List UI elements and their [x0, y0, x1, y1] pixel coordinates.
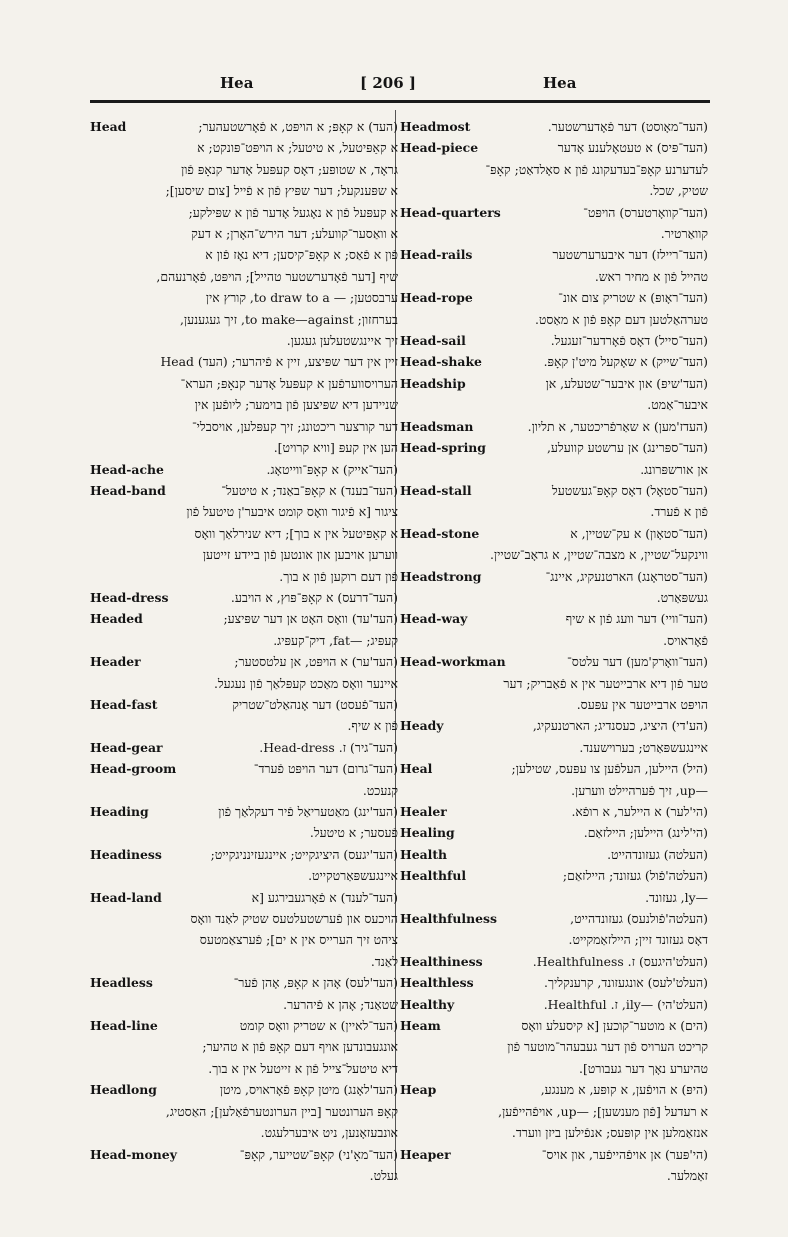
definition-line: שטיק, שכל. [649, 183, 708, 199]
pronunciation-definition: (העד־פֿעסט) דער אָנהאַלט־שטריק [232, 696, 398, 712]
headword: Headship [400, 375, 466, 391]
pronunciation-definition: (העד־ראָופּ) א שטריק צום אונ־ [558, 290, 708, 306]
headword: Head-stone [400, 525, 480, 541]
dictionary-entry [400, 244, 708, 287]
pronunciation-definition: (הי'לער) א היילער, א רופֿא. [571, 804, 708, 819]
pronunciation-definition: (הי'לינג) היילען; היילזאַם. [583, 825, 708, 841]
definition-line: קריכט הערויס פֿון דער געבעהר־מוטער פֿון [507, 1039, 708, 1055]
pronunciation-definition: (העד'שיפּ) און איבער־שטעלע, אן [545, 375, 708, 391]
headword: Head [90, 119, 127, 134]
dictionary-entry [400, 416, 708, 437]
entry-headline [90, 758, 398, 779]
dictionary-entry [400, 801, 708, 822]
headword: Headless [90, 975, 153, 991]
headword: Health [400, 846, 448, 862]
dictionary-entry [90, 694, 398, 737]
entry-headline [400, 715, 708, 736]
pronunciation-definition: (העלטה'פֿול) געזונד; היילזאַם; [562, 868, 708, 884]
definition-line: ערבסטען; — to draw to a, קורץ אין [205, 290, 398, 306]
dictionary-entry [400, 523, 708, 566]
pronunciation-definition: (העד־בענד) א קאָפּ־באַנד; א טיטעל־ [221, 482, 398, 498]
headword: Healthiness [400, 953, 483, 969]
pronunciation-definition: (העד־סטראָנג) הארטנעקיג, איינג־ [545, 568, 708, 584]
dictionary-entry [400, 822, 708, 843]
pronunciation-definition: (העד־פּיס) א טעטאָלענע אָדער [557, 140, 708, 156]
dictionary-entry [400, 330, 708, 351]
pronunciation-definition: (העד־שייק) א שאָקעל מיט'ן קאָפּ. [543, 354, 708, 370]
headword: Head-piece [400, 140, 479, 156]
dictionary-entry [90, 459, 398, 480]
pronunciation-definition: (העד־מאָוסט) דער פֿאָדערשטער. [547, 119, 708, 134]
dictionary-entry [90, 737, 398, 758]
headword: Heady [400, 718, 444, 734]
dictionary-entry [400, 480, 708, 523]
headword: Head-stall [400, 482, 472, 498]
headword: Head-workman [400, 654, 506, 670]
definition-line: הויכעס און פֿערשטעלטעס שטיק לאַנד וואָס [190, 911, 398, 927]
pronunciation-definition: (העד'לאָנג) מיטן קאָפּ פֿאָראויס, מיטן [219, 1082, 398, 1098]
definition-line: איינער וואָס מאַכט קעפּלאַך פֿון נעגעל. [213, 675, 398, 691]
entry-headline [90, 1079, 398, 1100]
definition-line: איינגעשפּאַרטקייט. [308, 868, 398, 884]
entry-headline [400, 994, 708, 1015]
headword: Head-sail [400, 333, 466, 349]
entry-headline [400, 844, 708, 865]
definition-line: זיין אין דער שפּיצע, זיין א פֿיהרער; (העד) Head [160, 354, 398, 370]
dictionary-entry [400, 1079, 708, 1143]
definition-line: טהיערע נאָך דער געבורט]. [579, 1060, 708, 1076]
pronunciation-definition: (העד־וויי) דער וועג פֿון א שיף [565, 611, 708, 627]
definition-line: טערהאַלטען דעם קאָפּ פֿון א מאַסט. [534, 311, 708, 327]
definition-line: הען אין קעפּ [וויא קרויט]. [273, 440, 398, 456]
pronunciation-definition: (העד־ריילז) דער איבערערשטער [552, 247, 708, 263]
entry-headline [90, 587, 398, 608]
dictionary-entry [400, 373, 708, 416]
entry-headline [90, 1144, 398, 1165]
entry-headline [400, 351, 708, 372]
entry-headline [90, 972, 398, 993]
headword: Healthy [400, 996, 455, 1012]
headword: Head-ache [90, 461, 164, 477]
headword: Head-gear [90, 739, 163, 755]
headword: Headed [90, 611, 143, 627]
definition-line: א קעפּעל פֿון א נאָגעל אָדער פֿון א שפּילקע; [188, 204, 398, 220]
headword: Head-rails [400, 247, 473, 263]
pronunciation-definition: (העד־גיר) ז. Head-dress. [259, 739, 398, 755]
definition-line: פֿון דעם רוקען פֿון א בוך. [279, 568, 398, 584]
definition-line: איינגעשפּאַרט; בערוישענד. [579, 739, 708, 755]
headword: Head-band [90, 482, 166, 498]
headword: Headlong [90, 1082, 157, 1098]
dictionary-entry [400, 972, 708, 993]
dictionary-entry [90, 116, 398, 351]
dictionary-entry [400, 994, 708, 1015]
headword: Head-way [400, 611, 468, 627]
definition-line: פֿאָראויס. [663, 632, 708, 648]
entry-headline [90, 480, 398, 501]
dictionary-entry [90, 480, 398, 587]
definition-line: א שפּענקעל; דער שפּיץ פֿון א פֿייל [צום שיסען]; [165, 183, 398, 199]
entry-headline [400, 566, 708, 587]
pronunciation-definition: (היפּ) א הויפֿען, א קופּע, א מענגע, [540, 1082, 708, 1098]
pronunciation-definition: (העלט'הי) —ily, ז. Healthful. [543, 996, 708, 1012]
dictionary-entry [400, 437, 708, 480]
definition-line: זיך איינגשטעלען געגען. [286, 333, 398, 349]
headword: Head-rope [400, 290, 473, 306]
dictionary-page [70, 70, 710, 1183]
dictionary-entry [90, 651, 398, 694]
entry-headline [90, 116, 398, 137]
dictionary-entry [90, 1144, 398, 1187]
dictionary-entry [400, 1144, 708, 1187]
definition-line: ציגור [א פֿיגור וואָס קומט איבער'ן טיטעל פֿון [186, 504, 398, 520]
definition-line: לעדערנע קאָפּ־בעדעקונג פֿון א סאָלדאַט; קאָפּ־ [485, 161, 708, 177]
entry-headline [400, 287, 708, 308]
pronunciation-definition: (הים) א מוטער־קוכען [א קיסעלע וואָס [521, 1018, 708, 1034]
right-column [400, 116, 708, 1186]
headword: Heap [400, 1082, 437, 1098]
dictionary-entry [400, 951, 708, 972]
definition-line: א וואַסער־קוועלע; דער הירש־האָרן; א דעק [191, 226, 398, 242]
definition-line: טער פֿון דיא ארבייטער אין א פֿאַבריק; דער [503, 675, 708, 691]
headword: Headmost [400, 119, 471, 134]
dictionary-entry [400, 116, 708, 137]
dictionary-entry [400, 351, 708, 372]
definition-line: הויפּט ארבייטער אין עפּעס. [576, 696, 708, 712]
definition-line: דאָס געזונד זיין; היילזאַמקייט. [568, 932, 708, 948]
entry-headline [400, 437, 708, 458]
definition-line: —ly, געזונד. [645, 889, 708, 905]
dictionary-entry [400, 651, 708, 715]
pronunciation-definition: (העד־גרום) דער הויפּט פֿערד־ [253, 761, 398, 777]
dictionary-entry [400, 908, 708, 951]
headword: Head-fast [90, 696, 158, 712]
dictionary-entry [90, 758, 398, 801]
definition-line: איבער־אַמט. [647, 397, 708, 413]
definition-line: אן אורשפּרונג. [640, 461, 708, 477]
entry-headline [400, 608, 708, 629]
definition-line: דער קורצער ריכטונג; זיך קעפּלען, אויסבלי־ [191, 418, 398, 434]
dictionary-entry [400, 1015, 708, 1079]
entry-headline [400, 202, 708, 223]
pronunciation-definition: (העלטה'פֿולנעס) געזונדהייט, [570, 911, 708, 927]
entry-headline [400, 865, 708, 886]
headword: Headsman [400, 418, 474, 434]
definition-line: זאַמלער. [666, 1167, 708, 1183]
dictionary-entry [400, 844, 708, 865]
pronunciation-definition: (העד־סטאָל) דאָס קאָפּ־געשטעל [551, 482, 708, 498]
headword: Head-land [90, 889, 162, 905]
entry-headline [400, 137, 708, 158]
entry-headline [90, 887, 398, 908]
definition-line: א קאַפּיטעל, א טיטעל; א הויפּט־פּונקט; א [197, 140, 398, 156]
entry-headline [90, 459, 398, 480]
definition-line: ווינקעל־שטיין, א מצבה־שטיין, א גראָב־שטיין. [490, 547, 708, 563]
dictionary-entry [400, 287, 708, 330]
definition-line: טהייל פֿון א מחיר ראש. [594, 268, 708, 284]
entry-headline [400, 801, 708, 822]
definition-line: שטאַנד; אָהן א פֿיהרער. [283, 996, 398, 1012]
entry-headline [400, 972, 708, 993]
entry-headline [400, 908, 708, 929]
entry-headline [400, 244, 708, 265]
definition-line: דיא טיטעל־צייל פֿון א זייטעל אין א בוך. [208, 1060, 398, 1076]
headword: Head-line [90, 1018, 158, 1034]
pronunciation-definition: (העד'ער) א הויפּט, אן עלטסטער; [234, 654, 398, 670]
definition-line: שניידען דיא שפּיצען פֿון בוימער; ליופֿען אין [194, 397, 398, 413]
definition-line: פֿון א פֿערד. [650, 504, 708, 520]
dictionary-entry [400, 566, 708, 609]
definition-line: ציהט זיך הערייס אין א ים]; פֿערצאַמטעס [199, 932, 398, 948]
definition-line: קוואַרטיר. [660, 226, 708, 242]
entry-headline [90, 801, 398, 822]
pronunciation-definition: (העד) א קאָפּ; א הויפּט, א פֿאָרשטעהער; [198, 119, 398, 134]
entry-headline [400, 1144, 708, 1165]
entry-headline [400, 373, 708, 394]
headword: Head-spring [400, 440, 486, 456]
entry-headline [400, 651, 708, 672]
definition-line: קעפּיג; —fat, דיק־קעפּיג. [273, 632, 398, 648]
definition-line: ווערען אויבען און אונטען פֿון ביידע זייטען [202, 547, 398, 563]
definition-line: קנעכט. [362, 782, 398, 798]
pronunciation-definition: (העד־קוואָרטערס) הויפּט־ [583, 204, 708, 220]
headword: Healer [400, 804, 447, 819]
pronunciation-definition: (העד'עד) וואָס האָט אן דער שפּיצע; [223, 611, 398, 627]
dictionary-entry [400, 608, 708, 651]
definition-line: אונבעזאָנען, ניט איבערלעגט. [260, 1125, 398, 1141]
dictionary-entry [90, 972, 398, 1015]
pronunciation-definition: (היל) היילען, העלפֿען צו עפּעס, שטילען; [511, 761, 708, 777]
entry-headline [90, 651, 398, 672]
headword: Head-dress [90, 589, 169, 605]
dictionary-entry [90, 1079, 398, 1143]
pronunciation-definition: (הע'די) היציג, כעסנדיג; הארטנעקיג, [532, 718, 708, 734]
entry-headline [90, 694, 398, 715]
definition-line: בערחזון; to make—against, זיך געגענען, [180, 311, 398, 327]
dictionary-entry [90, 844, 398, 887]
header-rule [90, 100, 710, 103]
pronunciation-definition: (העד'לעס) אָהן א קאָפּ, אָהן פֿער־ [233, 975, 398, 991]
pronunciation-definition: (העד־סטאָון) א עק־שטיין, א [570, 525, 708, 541]
entry-headline [400, 951, 708, 972]
headword: Head-groom [90, 761, 177, 777]
dictionary-entry [90, 801, 398, 844]
dictionary-entry [400, 758, 708, 801]
headword: Headstrong [400, 568, 482, 584]
dictionary-entry [90, 1015, 398, 1079]
pronunciation-definition: (העד־דרעס) א קאָפּ־פּוץ, א הויבע. [230, 589, 398, 605]
definition-line: געלט. [369, 1167, 398, 1183]
pronunciation-definition: (העלט'לעס) אונגעזונד, קרענקליך. [544, 975, 708, 991]
entry-headline [90, 608, 398, 629]
headword: Heal [400, 761, 433, 777]
definition-line: לאַנד. [370, 953, 398, 969]
definition-line: הערויסווערפֿען א קעפּעל אָדער קנאָפּ; הערא־ [180, 375, 398, 391]
headword: Head-quarters [400, 204, 501, 220]
entry-headline [400, 330, 708, 351]
headword: Heaper [400, 1146, 451, 1162]
page-number: [ 206 ] [360, 74, 416, 92]
pronunciation-definition: (העד־וואָרק'מען) דער עלטס־ [567, 654, 708, 670]
definition-line: א קאַפּיטעל אין א בוך]; דיא שנירלאַך וואָס [194, 525, 398, 541]
definition-line: פֿון א שיף. [347, 718, 398, 734]
left-column [90, 116, 398, 1186]
headword: Head-money [90, 1146, 177, 1162]
page-header [70, 70, 710, 100]
entry-headline [400, 523, 708, 544]
headword: Heam [400, 1018, 441, 1034]
pronunciation-definition: (העד־אייק) א קאָפּ־ווייטאָג. [266, 461, 398, 477]
entry-headline [400, 758, 708, 779]
definition-line: גראָד, א שטופּע; דאָס קעפּעל אָדער קנאָפּ פֿון [181, 161, 398, 177]
entry-headline [400, 1015, 708, 1036]
dictionary-entry [90, 608, 398, 651]
headword: Healing [400, 825, 455, 841]
dictionary-entry [90, 887, 398, 973]
headword: Healthfulness [400, 911, 497, 927]
header-left-guide-word: Hea [220, 74, 254, 92]
definition-line: שיף [דער פֿאָדערשטער טהייל]; הויפּט, פֿאָרנעהם, [156, 268, 398, 284]
headword: Headiness [90, 846, 162, 862]
dictionary-entry [400, 865, 708, 908]
pronunciation-definition: (העדז'מען) א שאַרפֿריכטער, א תליון. [527, 418, 708, 434]
pronunciation-definition: (העלט'היגעס) ז. Healthfulness. [532, 953, 708, 969]
pronunciation-definition: (העד־סייל) דאָס פֿאָרדער־זעגעל. [550, 333, 708, 349]
pronunciation-definition: (הי'פּער) אן אויפֿהייפֿער, און אויס־ [541, 1146, 708, 1162]
pronunciation-definition: (העד־מאָ'ני) קאָפּ־שטייער, קאָפּ־ [239, 1146, 398, 1162]
dictionary-entry [90, 351, 398, 458]
headword: Head-shake [400, 354, 482, 370]
entry-headline [90, 844, 398, 865]
headword: Healthless [400, 975, 474, 991]
dictionary-entry [90, 587, 398, 608]
definition-line: אנזאַמלען אין קופּעס; אנפֿילען ביזן ווערד. [511, 1125, 708, 1141]
entry-headline [90, 737, 398, 758]
entry-headline [400, 480, 708, 501]
entry-headline [400, 1079, 708, 1100]
header-right-guide-word: Hea [543, 74, 577, 92]
definition-line: פֿעסער; א טיטעל. [309, 825, 398, 841]
headword: Heading [90, 804, 149, 819]
entry-headline [90, 1015, 398, 1036]
headword: Healthful [400, 868, 467, 884]
entry-headline [400, 116, 708, 137]
dictionary-entry [400, 202, 708, 245]
definition-line: פֿון א פֿאַס; א קאָפּ־קיסען; דיא נאָז פֿון א [205, 247, 398, 263]
pronunciation-definition: (העד־לענד) א פֿאָרגעבירגע [א [251, 889, 398, 905]
pronunciation-definition: (העד'יגעס) היציגקייט; איינגעזינניגקייט; [210, 846, 398, 862]
definition-line: א רעדעל [פֿון מענשען]; —up, אויפֿהייפֿען, [498, 1103, 708, 1119]
entry-headline [400, 416, 708, 437]
definition-line: געשפּאַרט. [656, 589, 708, 605]
pronunciation-definition: (העלטה) געזונדהייט. [607, 846, 708, 862]
definition-line: קאָפּ הערונטער [ביין הערונטערפֿאַלען]; האַסטיג, [165, 1103, 398, 1119]
dictionary-entry [400, 137, 708, 201]
entry-headline [400, 822, 708, 843]
dictionary-entry [400, 715, 708, 758]
pronunciation-definition: (העד־ספּרינג) אן ערשטע קוועלע, [546, 440, 708, 456]
definition-line: אונגעבונדען אויף דעם קאָפּ פֿון א טהיער; [202, 1039, 398, 1055]
pronunciation-definition: (העד־לאיין) א שטריק וואָס קומט [239, 1018, 398, 1034]
pronunciation-definition: (העד'ינג) מאַטעריאַל פֿיר דעקלאַך פֿון [218, 804, 398, 819]
headword: Header [90, 654, 141, 670]
definition-line: —up, זיך פֿערהיילט ווערען. [571, 782, 708, 798]
